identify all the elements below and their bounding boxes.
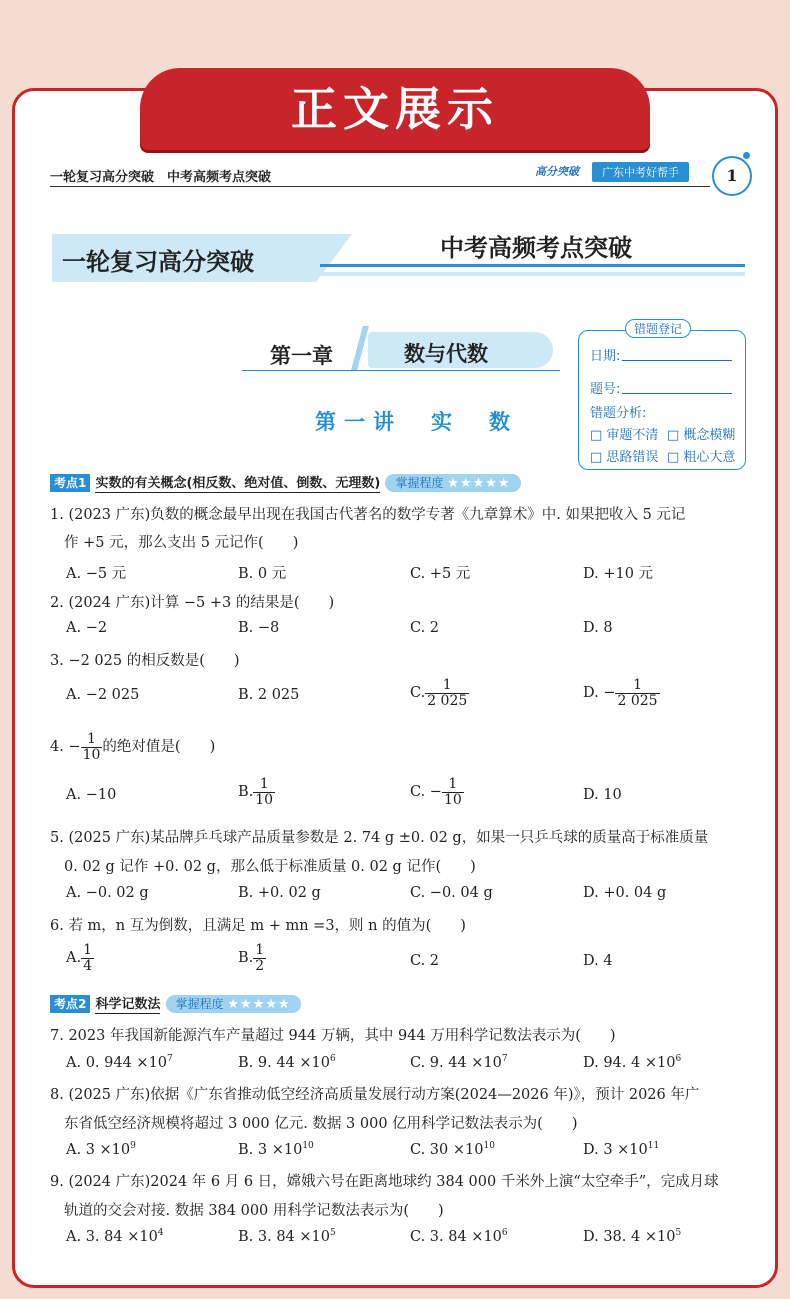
- q2-option: D. 8: [583, 620, 613, 636]
- frac-numerator: 1: [442, 777, 464, 793]
- q3-option-c-fraction: [425, 678, 469, 708]
- option-exponent: 6: [675, 1054, 682, 1064]
- section-rule-light: [300, 272, 745, 276]
- option-exponent: 6: [501, 1228, 508, 1238]
- page-number-dot: [743, 152, 750, 159]
- q8-line1: 8. (2025 广东)依据《广东省推动低空经济高质量发展行动方案(2024—2026 年)》，预计 2026 年广: [50, 1087, 700, 1103]
- q8-option: [410, 1141, 495, 1158]
- header-divider: [50, 186, 710, 187]
- q2-option: C. 2: [410, 620, 440, 636]
- chapter-number: 第一章: [270, 343, 333, 368]
- q4-prefix: 4. −: [50, 739, 81, 756]
- option-exponent: 5: [329, 1228, 336, 1238]
- q8-line2: 东省低空经济规模将超过 3 000 亿元. 数据 3 000 亿用科学记数法表示为( ): [64, 1116, 578, 1132]
- error-date-label: 日期:: [590, 349, 621, 364]
- q1-option: C. +5 元: [410, 566, 471, 582]
- error-date-line: [622, 360, 732, 361]
- brand-tagline: 广东中考好帮手: [592, 162, 689, 182]
- error-option[interactable]: □ 概念模糊: [667, 428, 736, 443]
- option-exponent: 6: [329, 1054, 336, 1064]
- q6-option-a: [66, 943, 94, 973]
- error-question-line: [622, 393, 732, 394]
- option-base: A. 3 ×10: [66, 1141, 131, 1158]
- kp1-mastery-label: 掌握程度: [395, 476, 444, 490]
- q6-option-b: [238, 943, 266, 973]
- option-exponent: 9: [130, 1141, 136, 1151]
- q8-option: [66, 1141, 136, 1158]
- q7-option: [66, 1054, 173, 1071]
- option-exponent: 11: [647, 1141, 660, 1151]
- q1-option: B. 0 元: [238, 566, 287, 582]
- kp1-row: [50, 472, 521, 491]
- option-base: A. 0. 944 ×10: [66, 1054, 168, 1071]
- q6-line1: 6. 若 m，n 互为倒数，且满足 m + mn =3，则 n 的值为( ): [50, 918, 466, 934]
- q3-option: A. −2 025: [66, 687, 140, 703]
- frac-numerator: 1: [615, 678, 659, 694]
- option-exponent: 10: [483, 1141, 495, 1151]
- q3-option-d: [583, 678, 660, 708]
- q4-option-c-label: C. −: [410, 784, 442, 801]
- option-exponent: 4: [157, 1228, 164, 1238]
- q5-option: A. −0. 02 g: [66, 885, 149, 901]
- frac-numerator: 1: [255, 942, 265, 958]
- q4-option: A. −10: [66, 787, 117, 803]
- kp1-tag: 考点1: [50, 474, 90, 492]
- q6-option-b-fraction: [253, 943, 266, 973]
- q9-option: [66, 1228, 164, 1245]
- option-exponent: 10: [302, 1141, 314, 1151]
- q5-option: C. −0. 04 g: [410, 885, 493, 901]
- kp2-stars: ★★★★★: [227, 997, 291, 1012]
- q4-line1: [50, 732, 215, 762]
- section-title-right: 中考高频考点突破: [440, 234, 632, 262]
- option-base: B. 9. 44 ×10: [238, 1054, 330, 1071]
- q9-line2: 轨道的交会对接. 数据 384 000 用科学记数法表示为( ): [64, 1203, 444, 1219]
- q2-option: B. −8: [238, 620, 280, 636]
- section-title-left: 一轮复习高分突破: [62, 248, 254, 276]
- frac-denominator: 10: [82, 746, 101, 763]
- q6-option-a-fraction: [81, 943, 94, 973]
- frac-denominator: 4: [83, 957, 93, 974]
- q4-option-b: [238, 777, 275, 807]
- frac-numerator: 1: [81, 732, 103, 748]
- q3-option-d-fraction: [615, 678, 659, 708]
- q9-option: [583, 1228, 681, 1245]
- option-base: D. 94. 4 ×10: [583, 1054, 676, 1071]
- kp2-mastery: [166, 995, 301, 1013]
- chapter-title: 数与代数: [404, 341, 488, 366]
- q6-option: D. 4: [583, 953, 613, 969]
- option-base: B. 3 ×10: [238, 1141, 303, 1158]
- error-option[interactable]: □ 思路错误: [590, 450, 659, 465]
- kp2-tag: 考点2: [50, 995, 90, 1013]
- frac-denominator: 2: [255, 957, 265, 974]
- q4-fraction: [81, 732, 103, 762]
- q8-option: [583, 1141, 659, 1158]
- frac-denominator: 2 025: [427, 692, 468, 709]
- header-left-text: 一轮复习高分突破 中考高频考点突破: [50, 170, 272, 185]
- frac-denominator: 10: [255, 791, 274, 808]
- option-exponent: 5: [675, 1228, 682, 1238]
- q1-line2: 作 +5 元，那么支出 5 元记作( ): [64, 535, 299, 551]
- option-base: C. 3. 84 ×10: [410, 1228, 502, 1245]
- q5-line1: 5. (2025 广东)某品牌乒乓球产品质量参数是 2. 74 g ±0. 02 g，如果一只乒乓球的质量高于标准质量: [50, 830, 709, 846]
- q9-option: [238, 1228, 336, 1245]
- frac-numerator: 1: [253, 777, 275, 793]
- lecture-title: 第一讲 实 数: [315, 410, 518, 434]
- option-exponent: 7: [167, 1054, 173, 1064]
- error-option[interactable]: □ 审题不清: [590, 428, 659, 443]
- title-banner: [140, 68, 650, 150]
- q6-option: C. 2: [410, 953, 440, 969]
- kp1-mastery: [385, 474, 520, 492]
- q7-option: [410, 1054, 508, 1071]
- q3-option-c-label: C.: [410, 685, 426, 702]
- kp2-title: 科学记数法: [95, 997, 161, 1012]
- q4-option-c-fraction: [442, 777, 464, 807]
- q1-option: D. +10 元: [583, 566, 654, 582]
- q9-option: [410, 1228, 508, 1245]
- q4-option-b-fraction: [253, 777, 275, 807]
- q1-option: A. −5 元: [66, 566, 127, 582]
- q5-option: B. +0. 02 g: [238, 885, 321, 901]
- option-base: B. 3. 84 ×10: [238, 1228, 330, 1245]
- frac-numerator: 1: [425, 678, 469, 694]
- kp2-mastery-label: 掌握程度: [175, 997, 224, 1011]
- banner-title: 正文展示: [291, 82, 499, 136]
- kp1-title: 实数的有关概念(相反数、绝对值、倒数、无理数): [95, 476, 381, 491]
- q3-line1: 3. −2 025 的相反数是( ): [50, 653, 240, 669]
- q8-option: [238, 1141, 314, 1158]
- kp2-row: [50, 993, 301, 1012]
- q5-option: D. +0. 04 g: [583, 885, 667, 901]
- q7-line1: 7. 2023 年我国新能源汽车产量超过 944 万辆，其中 944 万用科学记数法表示为( ): [50, 1028, 616, 1044]
- q6-option-b-label: B.: [238, 950, 254, 967]
- option-exponent: 7: [501, 1054, 508, 1064]
- frac-denominator: 10: [443, 791, 462, 808]
- error-log-title: 错题登记: [625, 319, 691, 338]
- q9-line1: 9. (2024 广东)2024 年 6 月 6 日，嫦娥六号在距离地球约 384 000 千米外上演“太空牵手”，完成月球: [50, 1174, 719, 1190]
- option-base: D. 38. 4 ×10: [583, 1228, 676, 1245]
- error-analysis-label: 错题分析:: [590, 406, 647, 421]
- error-option[interactable]: □ 粗心大意: [667, 450, 736, 465]
- page-number: 1: [712, 156, 752, 196]
- q4-option: D. 10: [583, 787, 622, 803]
- option-base: D. 3 ×10: [583, 1141, 648, 1158]
- option-base: C. 30 ×10: [410, 1141, 484, 1158]
- section-rule: [320, 264, 745, 267]
- q1-line1: 1. (2023 广东)负数的概念最早出现在我国古代著名的数学专著《九章算术》中. 如果把收入 5 元记: [50, 507, 686, 523]
- q3-option-c: [410, 678, 469, 708]
- brand-logo: 高分突破: [535, 165, 579, 178]
- error-question-label: 题号:: [590, 382, 621, 397]
- q4-option-c: [410, 777, 464, 807]
- kp1-stars: ★★★★★: [447, 476, 511, 491]
- q5-line2: 0. 02 g 记作 +0. 02 g，那么低于标准质量 0. 02 g 记作( ): [64, 859, 476, 875]
- option-base: C. 9. 44 ×10: [410, 1054, 502, 1071]
- q7-option: [583, 1054, 681, 1071]
- q3-option-d-label: D. −: [583, 685, 616, 702]
- q2-option: A. −2: [66, 620, 108, 636]
- q7-option: [238, 1054, 336, 1071]
- q2-line1: 2. (2024 广东)计算 −5 +3 的结果是( ): [50, 595, 335, 611]
- frac-denominator: 2 025: [617, 692, 658, 709]
- chapter-underline: [242, 370, 560, 371]
- q3-option: B. 2 025: [238, 687, 300, 703]
- q6-option-a-label: A.: [66, 950, 82, 967]
- frac-numerator: 1: [83, 942, 93, 958]
- option-base: A. 3. 84 ×10: [66, 1228, 158, 1245]
- q4-suffix: 的绝对值是( ): [102, 739, 216, 756]
- q4-option-b-label: B.: [238, 784, 254, 801]
